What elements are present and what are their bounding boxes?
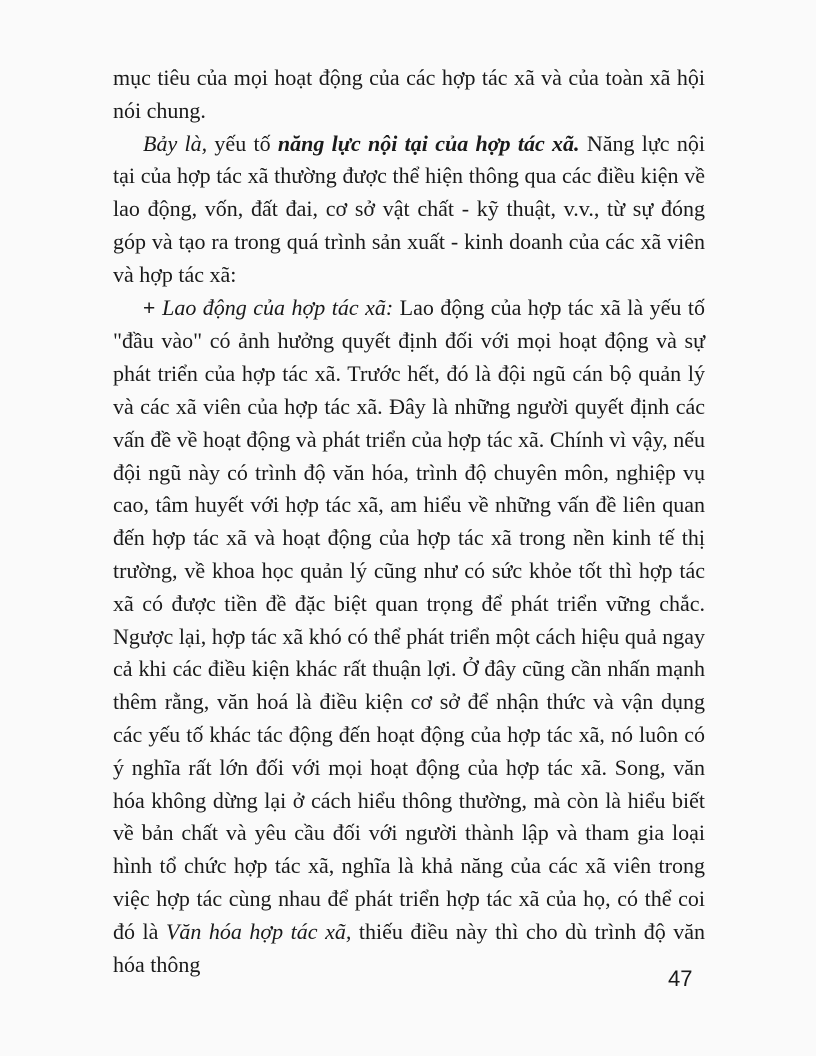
- paragraph-3-term: Văn hóa hợp tác xã,: [165, 918, 352, 944]
- paragraph-3-body: Lao động của hợp tác xã là yếu tố "đầu vào" có ảnh hưởng quyết định đối với mọi hoạt động và sự phát triển của hợp tác xã. Trước hết, đó là đội ngũ cán bộ quản lý và các xã viên của hợp tác xã. Đây là những người quyết định các vấn đề về hoạt động và phát triển của hợp tác xã. Chính vì vậy, nếu đội ngũ này có trình độ văn hóa, trình độ chuyên môn, nghiệp vụ cao, tâm huyết với hợp tác xã, am hiểu về những vấn đề liên quan đến hợp tác xã và hoạt động của hợp tác xã trong nền kinh tế thị trường, về khoa học quản lý cũng như có sức khỏe tốt thì hợp tác xã có được tiền đề đặc biệt quan trọng để phát triển vững chắc. Ngược lại, hợp tác xã khó có thể phát triển một cách hiệu quả ngay cả khi các điều kiện khác rất thuận lợi. Ở đây cũng cần nhấn mạnh thêm rằng, văn hoá là điều kiện cơ sở để nhận thức và vận dụng các yếu tố khác tác động đến hoạt động của hợp tác xã, nó luôn có ý nghĩa rất lớn đối với mọi hoạt động của hợp tác xã. Song, văn hóa không dừng lại ở cách hiểu thông thường, mà còn là hiểu biết về bản chất và yêu cầu đối với người thành lập và tham gia loại hình tổ chức hợp tác xã, nghĩa là khả năng của các xã viên trong việc hợp tác cùng nhau để phát triển hợp tác xã của họ, có thể coi đó là: [113, 294, 705, 944]
- paragraph-labor: [113, 292, 705, 982]
- paragraph-2-mid: yếu tố: [207, 130, 278, 156]
- paragraph-seventh-factor: [113, 128, 705, 292]
- paragraph-1-text: mục tiêu của mọi hoạt động của các hợp tác xã và của toàn xã hội nói chung.: [113, 65, 705, 123]
- paragraph-3-heading: Lao động của hợp tác xã:: [162, 294, 394, 320]
- page-number: 47: [668, 966, 693, 991]
- paragraph-2-emphasis: năng lực nội tại của hợp tác xã.: [277, 130, 580, 156]
- paragraph-2-lead: Bảy là,: [143, 130, 208, 156]
- paragraph-continuation: [113, 62, 705, 128]
- paragraph-3-tail: thiếu điều này thì cho dù trình độ văn hóa thông: [113, 918, 706, 977]
- body-text: [113, 62, 705, 981]
- paragraph-2-rest: Năng lực nội tại của hợp tác xã thường được thể hiện thông qua các điều kiện về lao động, vốn, đất đai, cơ sở vật chất - kỹ thuật, v.v., từ sự đóng góp và tạo ra trong quá trình sản xuất - kinh doanh của các xã viên và hợp tác xã:: [113, 130, 705, 287]
- paragraph-3-bullet: +: [143, 296, 163, 320]
